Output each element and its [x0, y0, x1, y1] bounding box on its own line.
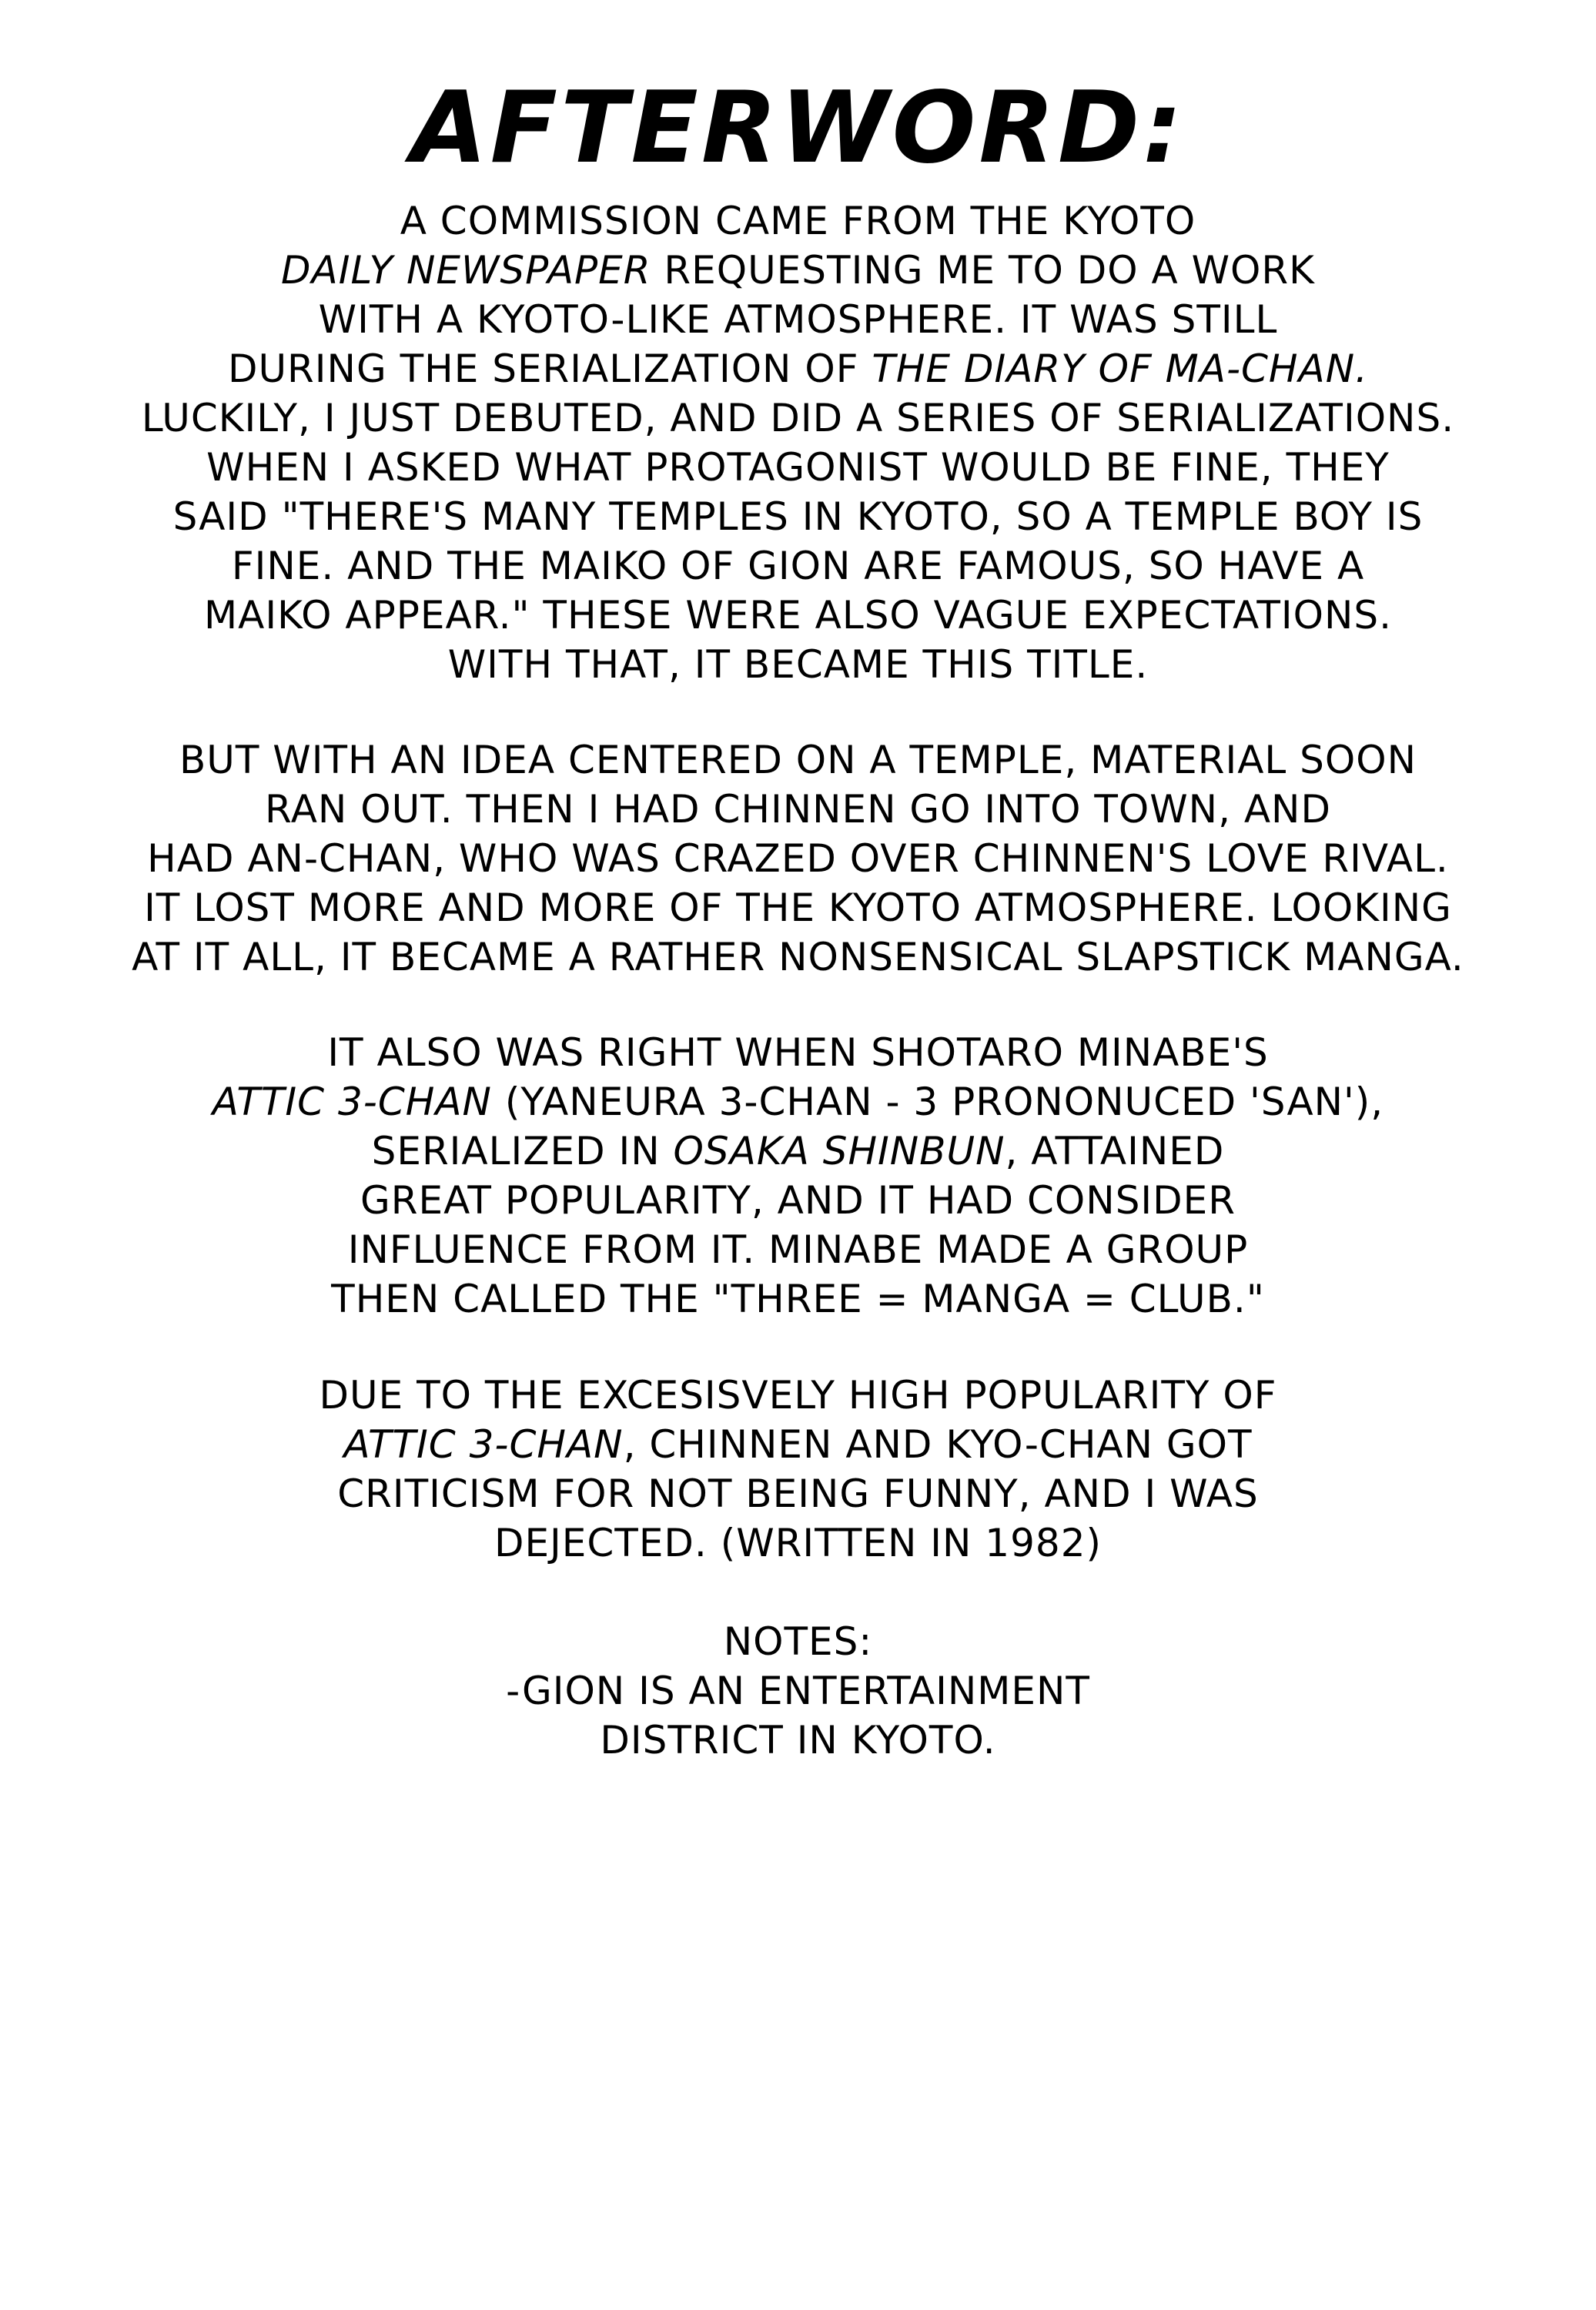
italic-title-text: ATTIC 3-CHAN — [212, 1080, 492, 1124]
text-line — [46, 1420, 1550, 1469]
line-text: INFLUENCE FROM IT. MINABE MADE A GROUP — [347, 1227, 1249, 1272]
line-text: WHEN I ASKED WHAT PROTAGONIST WOULD BE FINE, THEY — [206, 445, 1390, 490]
text-line — [46, 1469, 1550, 1518]
text-line — [46, 1666, 1550, 1716]
text-line — [46, 1371, 1550, 1420]
text-line — [46, 295, 1550, 344]
text-line — [46, 1617, 1550, 1666]
text-line — [46, 1077, 1550, 1127]
text-line — [46, 344, 1550, 393]
line-text: DEJECTED. (WRITTEN IN 1982) — [494, 1521, 1102, 1565]
line-text: LUCKILY, I JUST DEBUTED, AND DID A SERIES OF SERIALIZATIONS. — [141, 396, 1455, 440]
italic-title-text: THE DIARY OF MA-CHAN. — [872, 346, 1369, 391]
text-line — [46, 1028, 1550, 1077]
line-text: CRITICISM FOR NOT BEING FUNNY, AND I WAS — [337, 1471, 1259, 1516]
line-text: FINE. AND THE MAIKO OF GION ARE FAMOUS, SO HAVE A — [231, 544, 1365, 588]
italic-title-text: ATTIC 3-CHAN — [343, 1422, 624, 1467]
line-text: WITH THAT, IT BECAME THIS TITLE. — [447, 642, 1149, 687]
line-text: -GION IS AN ENTERTAINMENT — [506, 1669, 1090, 1713]
line-text: NOTES: — [723, 1619, 873, 1664]
text-line — [46, 735, 1550, 785]
line-text: IT ALSO WAS RIGHT WHEN SHOTARO MINABE'S — [327, 1030, 1269, 1075]
paragraph-attic-3-chan — [46, 1028, 1550, 1324]
italic-title-text: DAILY NEWSPAPER — [281, 248, 651, 293]
line-text: RAN OUT. THEN I HAD CHINNEN GO INTO TOWN, AND — [265, 787, 1331, 832]
text-line — [46, 541, 1550, 591]
text-line — [46, 443, 1550, 492]
text-line — [46, 591, 1550, 640]
line-text: BUT WITH AN IDEA CENTERED ON A TEMPLE, MATERIAL SOON — [179, 738, 1417, 782]
line-text: HAD AN-CHAN, WHO WAS CRAZED OVER CHINNEN'S LOVE RIVAL. — [147, 836, 1449, 881]
line-text: AT IT ALL, IT BECAME A RATHER NONSENSICAL SLAPSTICK MANGA. — [132, 935, 1464, 979]
text-line — [46, 1518, 1550, 1568]
line-text: (YANEURA 3-CHAN - 3 PRONONUCED 'SAN'), — [491, 1080, 1384, 1124]
text-line — [46, 1274, 1550, 1324]
line-text: THEN CALLED THE "THREE = MANGA = CLUB." — [331, 1277, 1265, 1321]
paragraph-material — [46, 735, 1550, 982]
line-text: SAID "THERE'S MANY TEMPLES IN KYOTO, SO A TEMPLE BOY IS — [172, 494, 1424, 539]
line-text: MAIKO APPEAR." THESE WERE ALSO VAGUE EXPECTATIONS. — [203, 593, 1393, 638]
text-line — [46, 196, 1550, 246]
text-line — [46, 1176, 1550, 1225]
text-line — [46, 393, 1550, 443]
line-text: DUE TO THE EXCESISVELY HIGH POPULARITY OF — [319, 1373, 1277, 1418]
paragraph-popularity — [46, 1371, 1550, 1568]
line-text: IT LOST MORE AND MORE OF THE KYOTO ATMOSPHERE. LOOKING — [144, 886, 1452, 930]
text-line — [46, 1127, 1550, 1176]
line-text: DURING THE SERIALIZATION OF — [227, 346, 872, 391]
text-line — [46, 640, 1550, 689]
text-line — [46, 834, 1550, 883]
text-line — [46, 785, 1550, 834]
line-text: GREAT POPULARITY, AND IT HAD CONSIDER — [360, 1178, 1236, 1223]
line-text: WITH A KYOTO-LIKE ATMOSPHERE. IT WAS STILL — [318, 297, 1278, 342]
line-text: , CHINNEN AND KYO-CHAN GOT — [623, 1422, 1253, 1467]
text-line — [46, 1716, 1550, 1765]
page-title: AFTERWORD: — [410, 71, 1186, 186]
text-line — [46, 883, 1550, 932]
text-line — [46, 1225, 1550, 1274]
line-text: , ATTAINED — [1005, 1129, 1225, 1173]
text-line — [46, 246, 1550, 295]
line-text: A COMMISSION CAME FROM THE KYOTO — [400, 199, 1196, 243]
line-text: SERIALIZED IN — [371, 1129, 674, 1173]
line-text: DISTRICT IN KYOTO. — [600, 1718, 996, 1763]
line-text: REQUESTING ME TO DO A WORK — [651, 248, 1315, 293]
paragraph-commission — [46, 196, 1550, 689]
text-line — [46, 932, 1550, 982]
paragraph-notes — [46, 1617, 1550, 1765]
italic-title-text: OSAKA SHINBUN — [673, 1129, 1005, 1173]
text-line — [46, 492, 1550, 541]
